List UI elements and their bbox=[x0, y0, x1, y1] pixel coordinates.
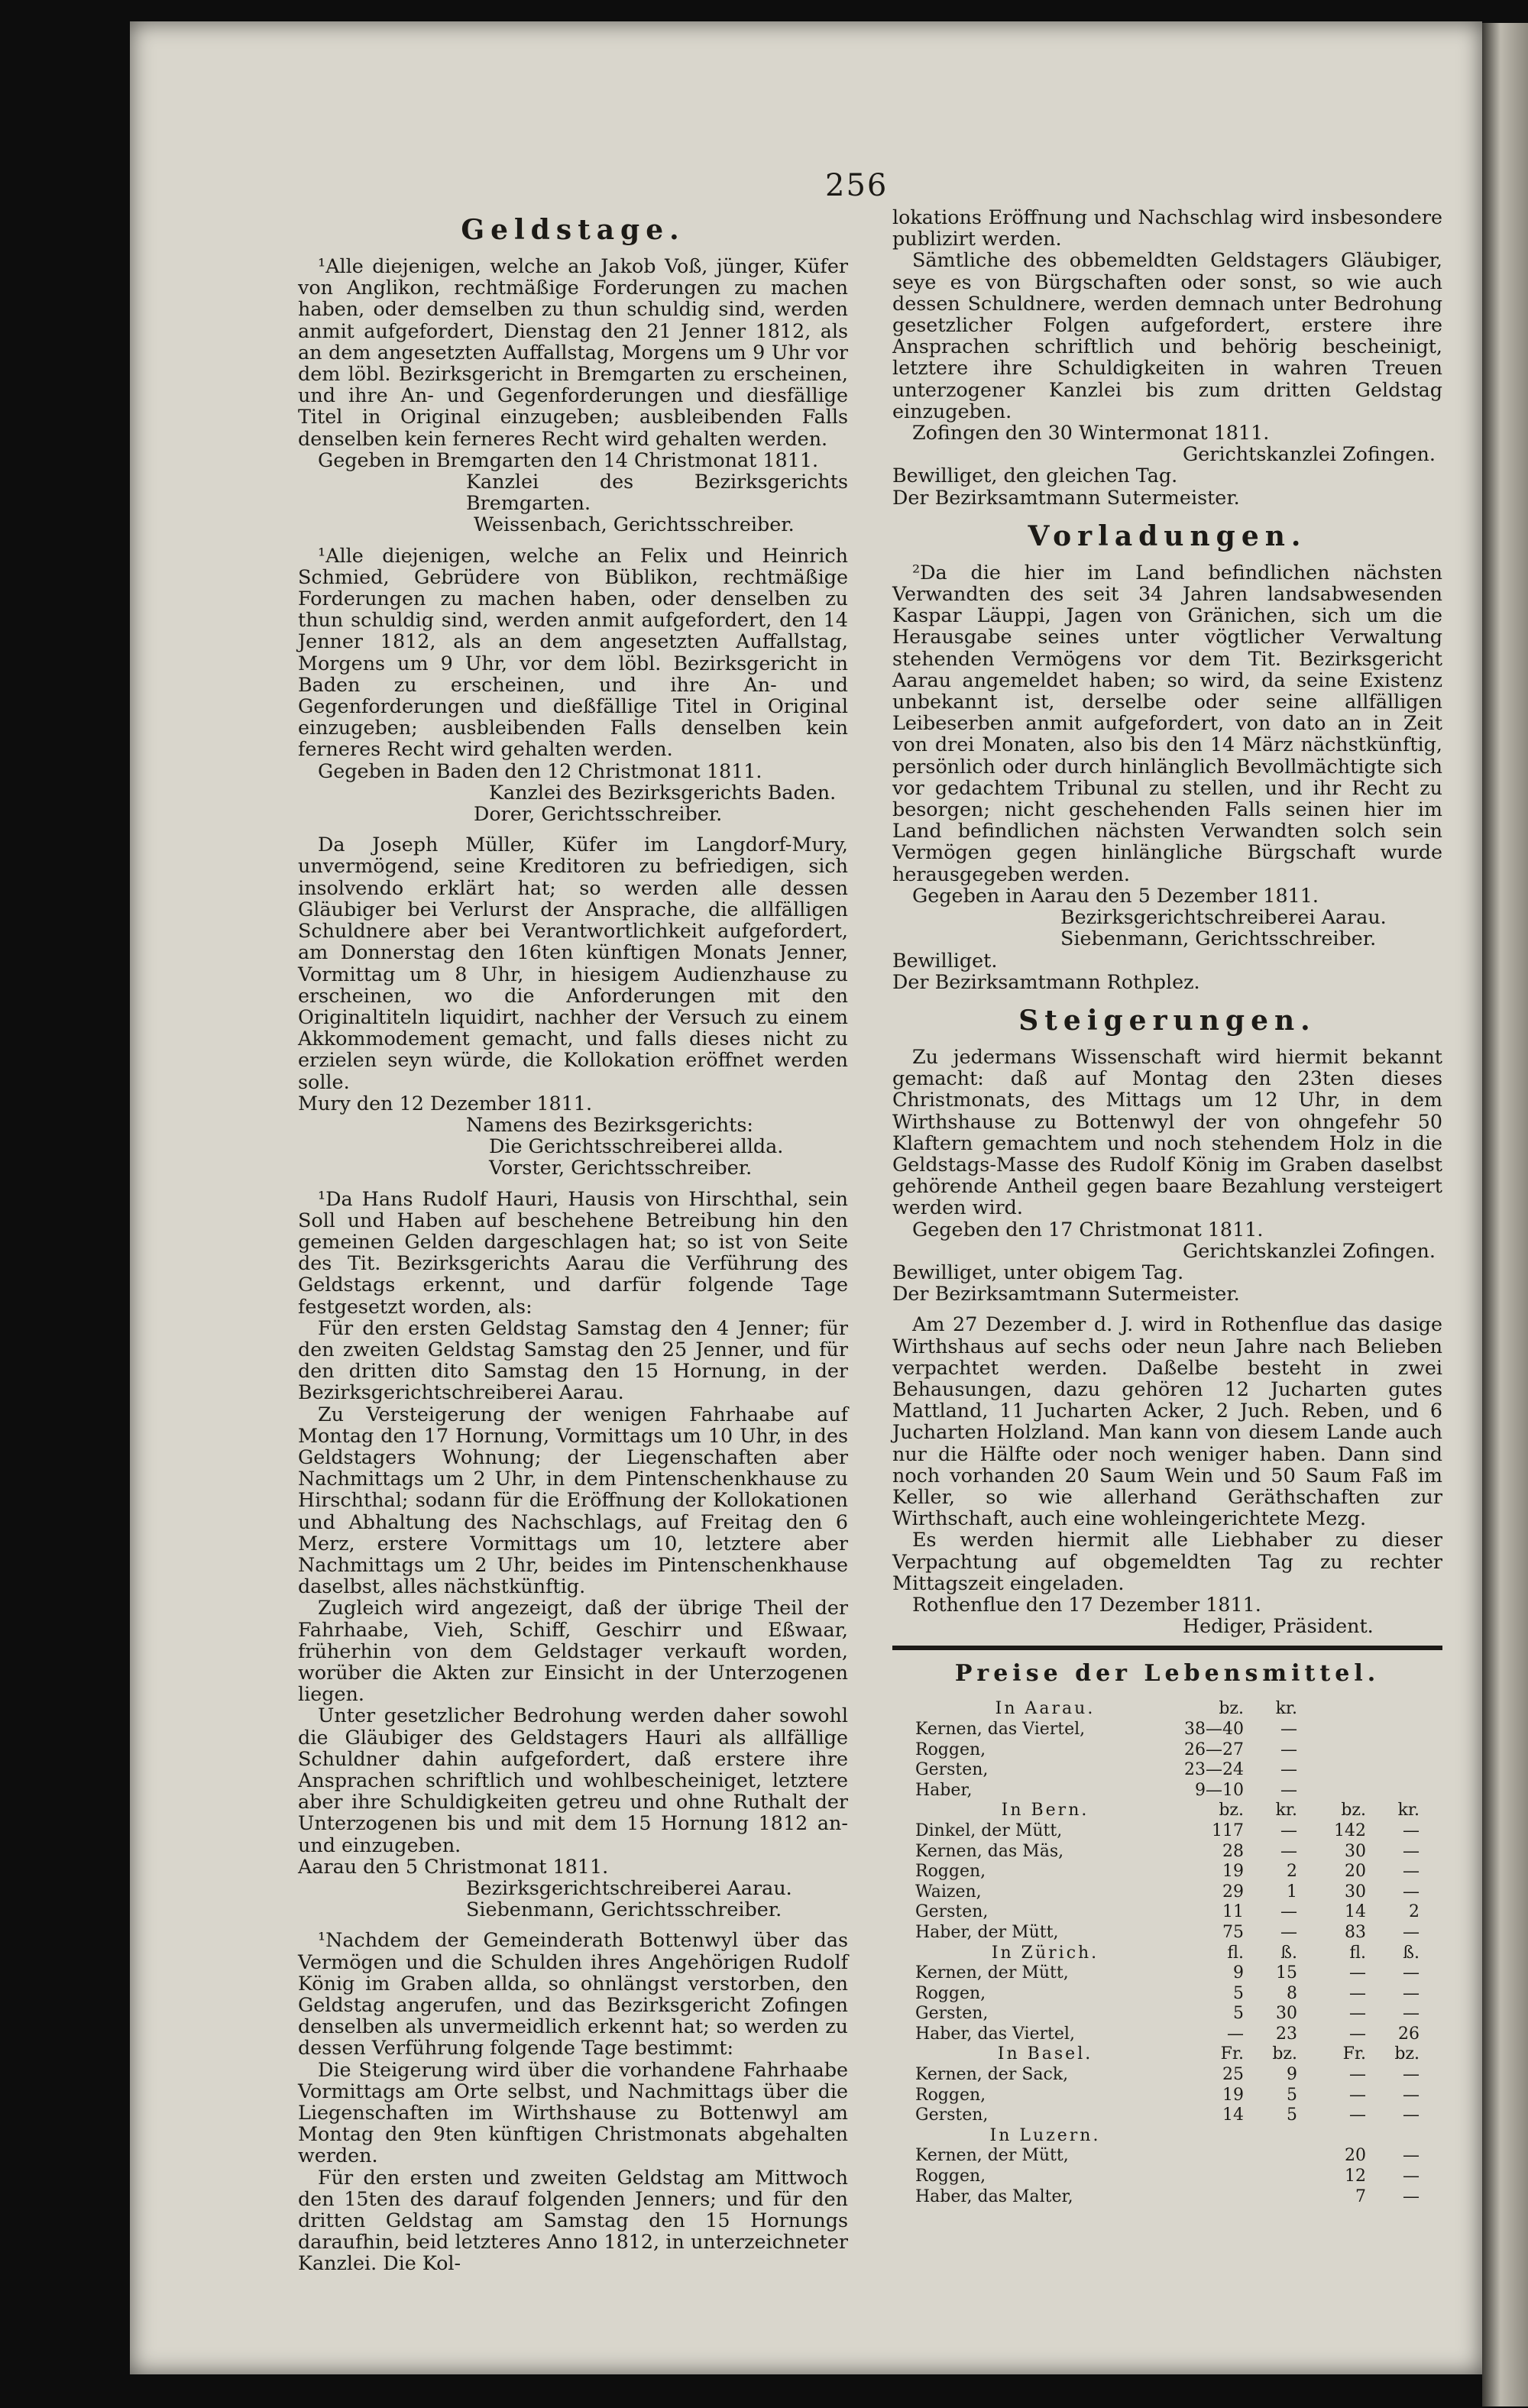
price-item: Gersten, bbox=[915, 1760, 989, 1780]
table-row bbox=[892, 1842, 1442, 1863]
notice-date: Gegeben den 17 Christmonat 1811. bbox=[912, 1217, 1264, 1241]
approval-line: Der Bezirksamtmann Rothplez. bbox=[892, 969, 1200, 993]
right-column bbox=[892, 206, 1442, 2207]
price-location: In Bern. bbox=[1001, 1801, 1089, 1821]
notice-paragraph: Sämtliche des obbemeldten Geldstagers Gläubiger, seye es von Bürgschaften oder sonst, so wie auch dessen Schuldnere, werden demnach unter Bedrohung gesetzlicher Folgen aufgefordert, erstere ihre Ansprachen schriftlich und behörig bescheinigt, letztere ihre Schuldigkeiten in wahren Treuen unterzogener Kanzlei bis zum dritten Geldstag einzugeben. bbox=[892, 248, 1442, 422]
price-value: — bbox=[1280, 1760, 1297, 1780]
heading-preise: Preise der Lebensmittel. bbox=[954, 1660, 1381, 1688]
notice-signature: Vorster, Gerichtsschreiber. bbox=[489, 1156, 753, 1180]
table-row bbox=[892, 2065, 1442, 2086]
section-rule bbox=[892, 1646, 1442, 1650]
notice-paragraph: ¹Da Hans Rudolf Hauri, Hausis von Hirschthal, sein Soll und Haben auf beschehene Betreibung hin den gemeinen Gelden dargeschlagen hat; so ist von Seite des Tit. Bezirksgerichts Aarau die Verführung des Geldstags erkennt, und darfür folgende Tage festgesetzt worden, als: bbox=[298, 1186, 848, 1318]
heading-steigerungen: Steigerungen. bbox=[1018, 1004, 1316, 1037]
price-value: 2 bbox=[1287, 1862, 1297, 1882]
price-value: 15 bbox=[1276, 1963, 1297, 1983]
price-value: — bbox=[1403, 2065, 1420, 2085]
price-location-row bbox=[892, 1699, 1442, 1720]
notice-signature: Weissenbach, Gerichtsschreiber. bbox=[474, 513, 795, 536]
approval-line: Der Bezirksamtmann Sutermeister. bbox=[892, 485, 1240, 509]
notice-date: Gegeben in Baden den 12 Christmonat 1811. bbox=[318, 759, 762, 782]
price-item: Roggen, bbox=[915, 2167, 986, 2186]
price-value: — bbox=[1403, 1983, 1420, 2003]
price-value: — bbox=[1280, 1719, 1297, 1739]
price-item: Gersten, bbox=[915, 2105, 989, 2125]
notice-date: Rothenflue den 17 Dezember 1811. bbox=[912, 1592, 1261, 1616]
approval-line: Bewilliget. bbox=[892, 948, 998, 972]
price-value bbox=[1244, 2167, 1297, 2187]
price-value: — bbox=[1349, 1963, 1366, 1983]
notice-signature: Namens des Bezirksgerichts: bbox=[466, 1112, 753, 1136]
price-value: — bbox=[1280, 1740, 1297, 1759]
price-value: 20 bbox=[1345, 2146, 1366, 2166]
price-item: Kernen, das Mäs, bbox=[915, 1841, 1064, 1861]
notice-date: Aarau den 5 Christmonat 1811. bbox=[298, 1854, 609, 1878]
price-location: In Zürich. bbox=[991, 1943, 1099, 1963]
price-value: 14 bbox=[1345, 1902, 1366, 1922]
price-location: In Luzern. bbox=[989, 2125, 1101, 2145]
notice-schmied bbox=[298, 545, 848, 825]
notice-paragraph: Für den ersten und zweiten Geldstag am Mittwoch den 15ten des darauf folgenden Jenners; und für den dritten Geldstag am Samstag den 15 Hornungs daraufhin, beid letzteres Anno 1812, in unterzeichneter Kanzlei. Die Kol- bbox=[298, 2165, 848, 2275]
price-value: — bbox=[1403, 2146, 1420, 2166]
approval-line: Bewilliget, unter obigem Tag. bbox=[892, 1260, 1184, 1283]
price-value: 5 bbox=[1287, 2105, 1297, 2125]
price-unit-header: bz. bbox=[1341, 1801, 1366, 1821]
price-value bbox=[1244, 2187, 1297, 2208]
price-value: 19 bbox=[1222, 1862, 1244, 1882]
price-item: Roggen, bbox=[915, 1740, 986, 1759]
price-value: 75 bbox=[1222, 1922, 1244, 1942]
notice-body: ¹Alle diejenigen, welche an Jakob Voß, jünger, Küfer von Anglikon, rechtmäßige Forderungen zu machen haben, oder demselben zu thun schuldig sind, werden anmit aufgefordert, Dienstag den 21 Jenner 1812, als an dem angesetzten Auffallstag, Morgens um 9 Uhr vor dem löbl. Bezirksgericht in Bremgarten zu erscheinen, und ihre An- und Gegenforderungen und diesfällige Titel in Original einzugeben; ausbleibenden Falls denselben kein ferneres Recht wird gehalten werden. bbox=[298, 254, 848, 450]
price-value: — bbox=[1403, 1882, 1420, 1901]
price-unit-header: kr. bbox=[1275, 1699, 1297, 1719]
price-value: — bbox=[1403, 2004, 1420, 2024]
price-location: In Aarau. bbox=[995, 1699, 1096, 1719]
price-value: — bbox=[1403, 2085, 1420, 2105]
notice-date: Zofingen den 30 Wintermonat 1811. bbox=[912, 421, 1270, 445]
price-value: — bbox=[1280, 1922, 1297, 1942]
notice-koenig-continued bbox=[892, 206, 1442, 508]
price-item: Kernen, der Sack, bbox=[915, 2065, 1069, 2085]
notice-paragraph: ¹Nachdem der Gemeinderath Bottenwyl über das Vermögen und die Schulden ihres Angehörigen Rudolf König im Graben allda, so ohnlängst verstorben, den Geldstag angerufen, und das Bezirksgericht Zofingen denselben als unvermeidlich erkennt hat; so werden zu dessen Verführung folgende Tage bestimmt: bbox=[298, 1928, 848, 2060]
table-row bbox=[892, 2146, 1442, 2167]
price-table bbox=[892, 1655, 1442, 2207]
notice-paragraph: Es werden hiermit alle Liebhaber zu dieser Verpachtung auf obgemeldten Tag zu rechter Mittagszeit eingeladen. bbox=[892, 1528, 1442, 1594]
price-location: In Basel. bbox=[997, 2044, 1093, 2064]
price-item: Haber, bbox=[915, 1780, 973, 1800]
price-value: — bbox=[1349, 2024, 1366, 2044]
table-row bbox=[892, 1963, 1442, 1984]
price-value: — bbox=[1280, 1902, 1297, 1922]
price-value: — bbox=[1280, 1780, 1297, 1800]
table-row bbox=[892, 1760, 1442, 1781]
notice-date: Mury den 12 Dezember 1811. bbox=[298, 1091, 593, 1115]
price-location-row bbox=[892, 2126, 1442, 2147]
price-unit-header: ß. bbox=[1280, 1943, 1297, 1963]
page-number: 256 bbox=[825, 168, 889, 203]
notice-hauri bbox=[298, 1188, 848, 1921]
table-row bbox=[892, 2024, 1442, 2045]
notice-body: Zu jedermans Wissenschaft wird hiermit bekannt gemacht: daß auf Montag den 23ten dieses Christmonats, des Mittags um 12 Uhr, in dem Wirthshause zu Bottenwyl der von ohngefehr 50 Klaftern gemachtem und noch stehendem Holz in die Geldstags-Masse des Rudolf König im Graben daselbst gehörende Antheil gegen baare Bezahlung versteigert werden wird. bbox=[892, 1044, 1442, 1219]
notice-body: Am 27 Dezember d. J. wird in Rothenflue das dasige Wirthshaus auf sechs oder neun Jahre nach Belieben verpachtet werden. Daßelbe besteht in zwei Behausungen, dazu gehören 12 Jucharten gutes Mattland, 11 Jucharten Acker, 2 Juch. Reben, und 6 Jucharten Holzland. Man kann von diesem Lande auch nur die Hälfte oder noch weniger haben. Dann sind noch vorhanden 20 Saum Wein und 50 Saum Faß im Keller, so wie allerhand Geräthschaften zur Wirthschaft, auch eine wohleingerichtete Mezg. bbox=[892, 1312, 1442, 1530]
price-value: — bbox=[1349, 1983, 1366, 2003]
notice-paragraph: Zugleich wird angezeigt, daß der übrige Theil der Fahrhaabe, Vieh, Schiff, Geschirr und Eßwaar, früherhin von dem Geldstager verkauft worden, worüber die Akten zur Einsicht in der Unterzogenen liegen. bbox=[298, 1596, 848, 1706]
price-location-row bbox=[892, 1944, 1442, 1964]
price-item: Haber, der Mütt, bbox=[915, 1922, 1059, 1942]
notice-signature: Kanzlei des Bezirksgerichts Bremgarten. bbox=[466, 470, 848, 515]
price-value: 8 bbox=[1287, 1983, 1297, 2003]
notice-signature: Gerichtskanzlei Zofingen. bbox=[1183, 1238, 1436, 1262]
price-value: 12 bbox=[1345, 2167, 1366, 2186]
notice-body: ²Da die hier im Land befindlichen nächsten Verwandten des seit 34 Jahren landsabwesenden Kaspar Läuppi, Jagen von Gränichen, sich um die Herausgabe seines unter vögtlicher Verwaltung stehenden Vermögens vor dem Tit. Bezirksgericht Aarau angemeldet haben; so wird, da seine Existenz unbekannt ist, derselbe oder seine allfälligen Leibeserben anmit aufgefordert, von dato an in Zeit von drei Monaten, also bis den 14 März nächstkünftig, persönlich oder durch hinlänglich Bevollmächtigte sich vor gedachtem Tribunal zu stellen, und ihr Recht zu besorgen; nicht geschehenden Falls seinen hier im Land befindlichen nächsten Verwandten solch sein Vermögen gegen hinlängliche Bürgschaft wurde herausgegeben werden. bbox=[892, 560, 1442, 885]
price-value: 23 bbox=[1276, 2024, 1297, 2044]
table-row bbox=[892, 1720, 1442, 1740]
price-value: 30 bbox=[1276, 2004, 1297, 2024]
price-value bbox=[1175, 2146, 1244, 2167]
notice-paragraph: Die Steigerung wird über die vorhandene Fahrhaabe Vormittags am Orte selbst, und Nachmittags über die Liegenschaften im Wirthshause zu Bottenwyl am Montag den 9ten künftigen Christmonats abgehalten werden. bbox=[298, 2057, 848, 2167]
table-row bbox=[892, 1781, 1442, 1801]
table-row bbox=[892, 1902, 1442, 1923]
price-location-row bbox=[892, 1801, 1442, 1821]
price-unit-header: Fr. bbox=[1220, 2044, 1244, 2064]
price-value: — bbox=[1227, 2024, 1244, 2044]
heading-geldstage: Geldstage. bbox=[461, 214, 685, 246]
price-value: 5 bbox=[1233, 1983, 1244, 2003]
price-unit-header: kr. bbox=[1275, 1801, 1297, 1821]
price-value: — bbox=[1403, 2105, 1420, 2125]
notice-paragraph: Zu Versteigerung der wenigen Fahrhaabe auf Montag den 17 Hornung, Vormittags um 10 Uhr, in des Geldstagers Wohnung; der Liegenschaften aber Nachmittags um 2 Uhr, in dem Pintenschenkhause zu Hirschthal; sodann für die Eröffnung der Kollokationen und Abhaltung des Nachschlags, auf Freitag den 6 Merz, erstere Vormittags um 10, letztere aber Nachmittags um 2 Uhr, beides im Pintenschenkhause daselbst, alles nächstkünftig. bbox=[298, 1402, 848, 1598]
price-value: — bbox=[1280, 1841, 1297, 1861]
price-value: 2 bbox=[1409, 1902, 1420, 1922]
price-unit-header: kr. bbox=[1397, 1801, 1420, 1821]
notice-date: Gegeben in Aarau den 5 Dezember 1811. bbox=[912, 883, 1319, 907]
notice-paragraph: Für den ersten Geldstag Samstag den 4 Jenner; für den zweiten Geldstag Samstag den 25 Jenner, und für den dritten dito Samstag den 15 Hornung, in der Bezirksgerichtschreiberei Aarau. bbox=[298, 1316, 848, 1404]
price-item: Kernen, das Viertel, bbox=[915, 1719, 1086, 1739]
price-unit-header: ß. bbox=[1403, 1943, 1420, 1963]
price-value: — bbox=[1403, 1841, 1420, 1861]
price-value: — bbox=[1403, 1963, 1420, 1983]
approval-line: Bewilliget, den gleichen Tag. bbox=[892, 464, 1178, 487]
notice-signature: Die Gerichtsschreiberei allda. bbox=[489, 1134, 784, 1158]
price-value: 26—27 bbox=[1184, 1740, 1244, 1759]
notice-signature: Kanzlei des Bezirksgerichts Baden. bbox=[489, 780, 837, 804]
price-value: 1 bbox=[1287, 1882, 1297, 1901]
price-value: 30 bbox=[1345, 1841, 1366, 1861]
price-item: Roggen, bbox=[915, 1983, 986, 2003]
table-row bbox=[892, 1821, 1442, 1842]
price-value: 38—40 bbox=[1184, 1719, 1244, 1739]
next-page-edge bbox=[1482, 23, 1528, 2406]
approval-line: Der Bezirksamtmann Sutermeister. bbox=[892, 1282, 1240, 1306]
notice-signature: Siebenmann, Gerichtsschreiber. bbox=[466, 1898, 782, 1921]
price-value bbox=[1244, 2146, 1297, 2167]
price-value bbox=[1175, 2187, 1244, 2208]
table-row bbox=[892, 2004, 1442, 2024]
price-item: Dinkel, der Mütt, bbox=[915, 1821, 1063, 1840]
notice-paragraph: Unter gesetzlicher Bedrohung werden daher sowohl die Gläubiger des Geldstagers Hauri als allfällige Schuldner dahin aufgefordert, daß erstere ihre Ansprachen schriftlich und wohlbescheiniget, letztere aber ihre Schuldigkeiten getreu und ohne Ruthalt der Unterzogenen bis und mit dem 15 Hornung 1812 an- und einzugeben. bbox=[298, 1704, 848, 1856]
price-value: — bbox=[1349, 2085, 1366, 2105]
notice-signature: Bezirksgerichtschreiberei Aarau. bbox=[1060, 905, 1387, 929]
price-item: Haber, das Malter, bbox=[915, 2186, 1073, 2206]
price-value: 29 bbox=[1222, 1882, 1244, 1901]
notice-date: Gegeben in Bremgarten den 14 Christmonat 1811. bbox=[318, 448, 819, 471]
table-row bbox=[892, 1882, 1442, 1903]
price-value: — bbox=[1280, 1821, 1297, 1840]
price-value: 23—24 bbox=[1184, 1760, 1244, 1780]
notice-paragraph: lokations Eröffnung und Nachschlag wird insbesondere publizirt werden. bbox=[892, 206, 1442, 251]
notice-laeuppi bbox=[892, 562, 1442, 992]
price-value: 83 bbox=[1345, 1922, 1366, 1942]
notice-body: ¹Alle diejenigen, welche an Felix und Heinrich Schmied, Gebrüdere von Büblikon, rechtmäßige Forderungen zu machen haben, oder denselben zu thun schuldig sind, werden anmit aufgefordert, den 14 Jenner 1812, als an dem angesetzten Auffallstag, Morgens um 9 Uhr, vor dem löbl. Bezirksgericht in Baden zu erscheinen, und ihre An- und Gegenforderungen und dießfällige Titel in Original einzugeben; ausbleibenden Falls denselben kein ferneres Recht wird gehalten werden. bbox=[298, 543, 848, 761]
price-value bbox=[1175, 2167, 1244, 2187]
price-item: Kernen, der Mütt, bbox=[915, 1963, 1069, 1983]
price-value: 14 bbox=[1222, 2105, 1244, 2125]
table-row bbox=[892, 1984, 1442, 2005]
table-row bbox=[892, 1740, 1442, 1761]
price-value: 25 bbox=[1222, 2065, 1244, 2085]
price-value: 9 bbox=[1287, 2065, 1297, 2085]
price-location-row bbox=[892, 2044, 1442, 2065]
price-unit-header: Fr. bbox=[1342, 2044, 1366, 2064]
table-row bbox=[892, 2086, 1442, 2106]
price-item: Waizen, bbox=[915, 1882, 982, 1901]
notice-vosz bbox=[298, 255, 848, 536]
table-row bbox=[892, 2105, 1442, 2126]
price-unit-header: fl. bbox=[1227, 1943, 1244, 1963]
notice-signature: Hediger, Präsident. bbox=[1183, 1614, 1374, 1638]
price-value: 142 bbox=[1334, 1821, 1366, 1840]
price-unit-header: bz. bbox=[1219, 1801, 1244, 1821]
table-row bbox=[892, 1923, 1442, 1944]
price-value: — bbox=[1349, 2065, 1366, 2085]
price-value: 117 bbox=[1212, 1821, 1244, 1840]
table-row bbox=[892, 2187, 1442, 2208]
price-value: 19 bbox=[1222, 2085, 1244, 2105]
price-value: 30 bbox=[1345, 1882, 1366, 1901]
price-value: — bbox=[1403, 1862, 1420, 1882]
price-unit-header: bz. bbox=[1394, 2044, 1420, 2064]
notice-signature: Siebenmann, Gerichtsschreiber. bbox=[1060, 927, 1377, 950]
notice-holz-steigerung bbox=[892, 1046, 1442, 1304]
price-unit-header: fl. bbox=[1349, 1943, 1366, 1963]
price-value: — bbox=[1403, 2167, 1420, 2186]
price-unit-header: bz. bbox=[1219, 1699, 1244, 1719]
notice-mueller bbox=[298, 833, 848, 1178]
price-value: 26 bbox=[1398, 2024, 1420, 2044]
table-row bbox=[892, 2167, 1442, 2187]
price-value: — bbox=[1403, 1922, 1420, 1942]
price-value: — bbox=[1403, 2186, 1420, 2206]
price-value: 11 bbox=[1222, 1902, 1244, 1922]
notice-koenig bbox=[298, 1929, 848, 2274]
price-value: 9 bbox=[1233, 1963, 1244, 1983]
price-value: 20 bbox=[1345, 1862, 1366, 1882]
price-value: 5 bbox=[1287, 2085, 1297, 2105]
price-value: 9—10 bbox=[1195, 1780, 1244, 1800]
price-value: — bbox=[1349, 2105, 1366, 2125]
price-value: 7 bbox=[1355, 2186, 1366, 2206]
price-item: Haber, das Viertel, bbox=[915, 2024, 1075, 2044]
notice-signature: Dorer, Gerichtsschreiber. bbox=[474, 802, 723, 826]
notice-body: Da Joseph Müller, Küfer im Langdorf-Mury, unvermögend, seine Kreditoren zu befriedigen, sich insolvendo erklärt hat; so werden alle dessen Gläubiger bei Verlurst der Ansprache, die allfälligen Schuldnere aber bei Verantwortlichkeit aufgefordert, am Donnerstag den 16ten künftigen Monats Jenner, Vormittag um 8 Uhr, in hiesigem Audienzhause zu erscheinen, wo die Anforderungen mit den Originaltiteln liquidirt, nachher der Versuch zu einem Akkommodement gemacht, und falls dieses nicht zu erzielen seyn würde, die Kollokation eröffnet werden solle. bbox=[298, 833, 848, 1093]
price-item: Gersten, bbox=[915, 2004, 989, 2024]
heading-vorladungen: Vorladungen. bbox=[1028, 519, 1307, 552]
price-value: — bbox=[1349, 2004, 1366, 2024]
notice-wirthshaus bbox=[892, 1313, 1442, 1636]
price-item: Roggen, bbox=[915, 2085, 986, 2105]
left-column bbox=[298, 206, 848, 2283]
price-value: — bbox=[1403, 1821, 1420, 1840]
table-row bbox=[892, 1862, 1442, 1882]
price-item: Roggen, bbox=[915, 1862, 986, 1882]
price-item: Gersten, bbox=[915, 1902, 989, 1922]
notice-signature: Gerichtskanzlei Zofingen. bbox=[1183, 442, 1436, 466]
price-value: 28 bbox=[1222, 1841, 1244, 1861]
price-value: 5 bbox=[1233, 2004, 1244, 2024]
notice-signature: Bezirksgerichtschreiberei Aarau. bbox=[466, 1876, 792, 1900]
price-unit-header: bz. bbox=[1272, 2044, 1297, 2064]
price-item: Kernen, der Mütt, bbox=[915, 2146, 1069, 2166]
